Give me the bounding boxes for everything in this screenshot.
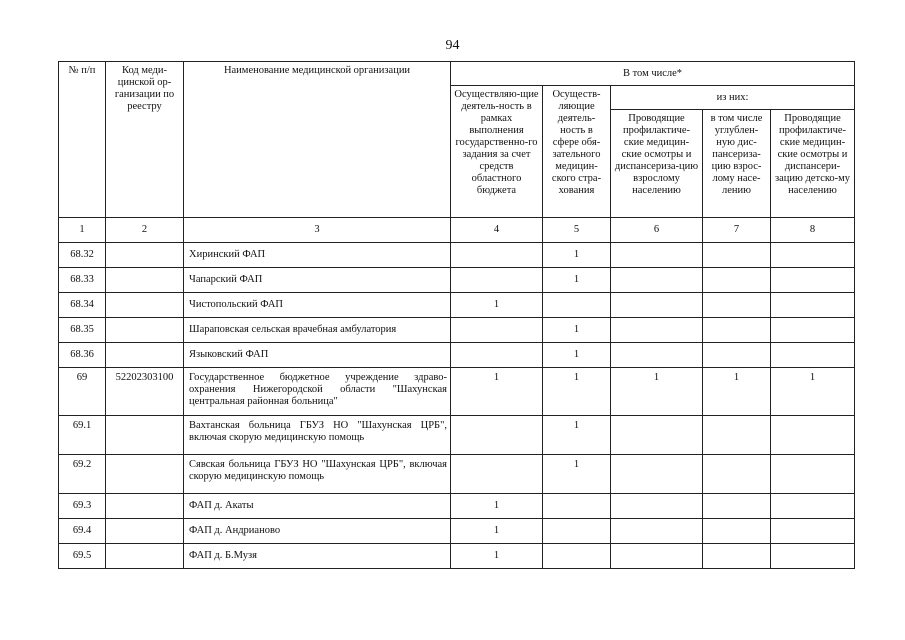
org-code (106, 494, 184, 519)
child-checkups-mark (771, 494, 855, 519)
org-code (106, 455, 184, 494)
org-name: Хиринский ФАП (184, 243, 451, 268)
oms-mark: 1 (543, 318, 611, 343)
org-name: ФАП д. Андрианово (184, 519, 451, 544)
child-checkups-mark (771, 416, 855, 455)
oms-mark (543, 519, 611, 544)
org-name: Вахтанская больница ГБУЗ НО "Шахунская ЦРБ", включая скорую медицинскую помощь (184, 416, 451, 455)
org-name: Чапарский ФАП (184, 268, 451, 293)
org-code (106, 544, 184, 569)
table-row (59, 494, 855, 519)
header-oms: Осуществ-ляющие деятель-ность в сфере обя-зательного медицин-ского стра-хования (543, 86, 611, 218)
table-row (59, 243, 855, 268)
adult-checkups-mark (611, 519, 703, 544)
row-number: 69.2 (59, 455, 106, 494)
header-row-number: № п/п (59, 62, 106, 218)
org-name: Чистопольский ФАП (184, 293, 451, 318)
column-number: 6 (611, 218, 703, 243)
state-task-mark (451, 268, 543, 293)
header-org-name: Наименование медицинской организации (184, 62, 451, 218)
table-row (59, 318, 855, 343)
in-depth-checkups-mark (703, 519, 771, 544)
state-task-mark (451, 343, 543, 368)
oms-mark: 1 (543, 268, 611, 293)
org-code (106, 318, 184, 343)
table-row (59, 293, 855, 318)
row-number: 68.36 (59, 343, 106, 368)
page-number: 94 (445, 38, 460, 53)
row-number: 69 (59, 368, 106, 416)
adult-checkups-mark (611, 243, 703, 268)
org-name: Государственное бюджетное учреждение здраво-охранения Нижегородской области "Шахунская центральная районная больница" (184, 368, 451, 416)
column-number: 5 (543, 218, 611, 243)
row-number: 69.4 (59, 519, 106, 544)
adult-checkups-mark (611, 268, 703, 293)
in-depth-checkups-mark (703, 494, 771, 519)
org-code: 52202303100 (106, 368, 184, 416)
table-row (59, 455, 855, 494)
org-name: ФАП д. Акаты (184, 494, 451, 519)
org-code (106, 519, 184, 544)
in-depth-checkups-mark (703, 455, 771, 494)
organizations-table (58, 61, 855, 569)
header-adult-checkups: Проводящие профилактиче-ские медицин-ские осмотры и диспансериза-цию взрослому населению (611, 110, 703, 218)
org-code (106, 343, 184, 368)
child-checkups-mark (771, 455, 855, 494)
in-depth-checkups-mark: 1 (703, 368, 771, 416)
oms-mark: 1 (543, 416, 611, 455)
child-checkups-mark (771, 243, 855, 268)
table-row (59, 544, 855, 569)
column-number: 4 (451, 218, 543, 243)
row-number: 68.35 (59, 318, 106, 343)
table-row (59, 368, 855, 416)
adult-checkups-mark (611, 494, 703, 519)
row-number: 69.5 (59, 544, 106, 569)
adult-checkups-mark (611, 318, 703, 343)
in-depth-checkups-mark (703, 416, 771, 455)
org-name: Языковский ФАП (184, 343, 451, 368)
table-row (59, 519, 855, 544)
adult-checkups-mark: 1 (611, 368, 703, 416)
row-number: 69.1 (59, 416, 106, 455)
column-numbers-row (59, 218, 855, 243)
in-depth-checkups-mark (703, 544, 771, 569)
oms-mark (543, 494, 611, 519)
header-of-them: из них: (611, 86, 855, 110)
row-number: 68.34 (59, 293, 106, 318)
row-number: 68.33 (59, 268, 106, 293)
oms-mark: 1 (543, 368, 611, 416)
adult-checkups-mark (611, 293, 703, 318)
adult-checkups-mark (611, 343, 703, 368)
in-depth-checkups-mark (703, 318, 771, 343)
header-org-code: Код меди-цинской ор-ганизации по реестру (106, 62, 184, 218)
org-code (106, 268, 184, 293)
org-code (106, 416, 184, 455)
oms-mark (543, 544, 611, 569)
state-task-mark (451, 243, 543, 268)
oms-mark: 1 (543, 243, 611, 268)
oms-mark (543, 293, 611, 318)
child-checkups-mark (771, 519, 855, 544)
in-depth-checkups-mark (703, 243, 771, 268)
adult-checkups-mark (611, 544, 703, 569)
state-task-mark (451, 416, 543, 455)
oms-mark: 1 (543, 455, 611, 494)
header-including-group: В том числе* (451, 62, 855, 86)
child-checkups-mark (771, 544, 855, 569)
header-child-checkups: Проводящие профилактиче-ские медицин-ские осмотры и диспансери-зацию детско-му населению (771, 110, 855, 218)
org-name: ФАП д. Б.Музя (184, 544, 451, 569)
org-name: Сявская больница ГБУЗ НО "Шахунская ЦРБ", включая скорую медицинскую помощь (184, 455, 451, 494)
child-checkups-mark: 1 (771, 368, 855, 416)
state-task-mark: 1 (451, 519, 543, 544)
child-checkups-mark (771, 268, 855, 293)
adult-checkups-mark (611, 416, 703, 455)
oms-mark: 1 (543, 343, 611, 368)
state-task-mark: 1 (451, 293, 543, 318)
column-number: 1 (59, 218, 106, 243)
state-task-mark (451, 455, 543, 494)
column-number: 3 (184, 218, 451, 243)
column-number: 8 (771, 218, 855, 243)
in-depth-checkups-mark (703, 343, 771, 368)
adult-checkups-mark (611, 455, 703, 494)
in-depth-checkups-mark (703, 293, 771, 318)
child-checkups-mark (771, 318, 855, 343)
table-row (59, 343, 855, 368)
table-row (59, 416, 855, 455)
state-task-mark: 1 (451, 494, 543, 519)
table-header (59, 62, 855, 218)
child-checkups-mark (771, 343, 855, 368)
row-number: 68.32 (59, 243, 106, 268)
in-depth-checkups-mark (703, 268, 771, 293)
header-in-depth-checkups: в том числе углублен-ную дис-пансериза-цию взрос-лому насе-лению (703, 110, 771, 218)
org-code (106, 293, 184, 318)
state-task-mark (451, 318, 543, 343)
column-number: 7 (703, 218, 771, 243)
state-task-mark: 1 (451, 544, 543, 569)
child-checkups-mark (771, 293, 855, 318)
state-task-mark: 1 (451, 368, 543, 416)
header-state-task: Осуществляю-щие деятель-ность в рамках выполнения государственно-го задания за счет средств областного бюджета (451, 86, 543, 218)
column-number: 2 (106, 218, 184, 243)
row-number: 69.3 (59, 494, 106, 519)
org-name: Шараповская сельская врачебная амбулатория (184, 318, 451, 343)
org-code (106, 243, 184, 268)
table-row (59, 268, 855, 293)
